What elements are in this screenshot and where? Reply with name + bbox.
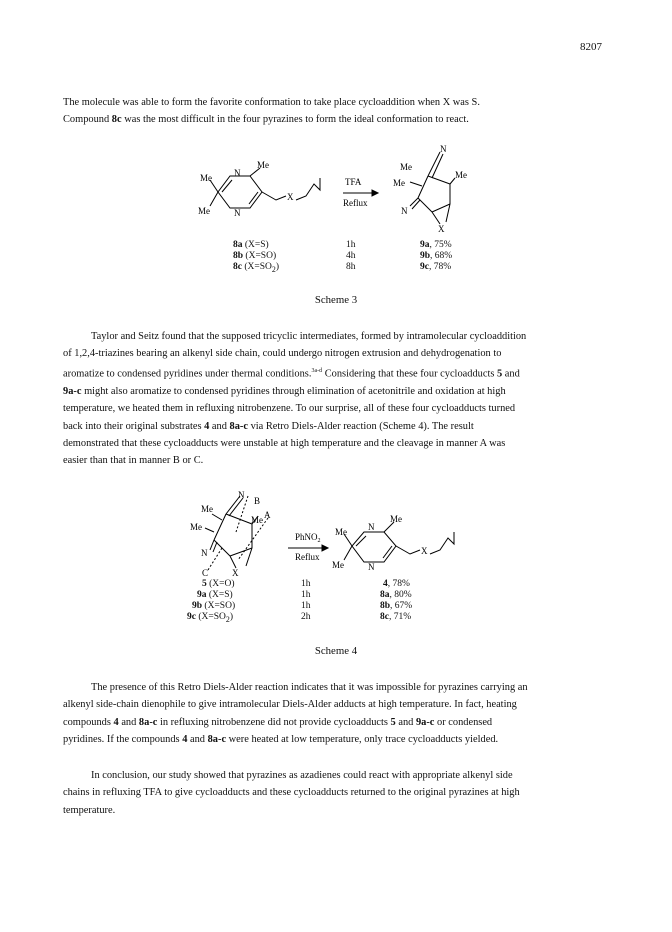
text: Compound [63,114,112,126]
table-row [202,579,235,589]
table-cell: 1h [301,579,311,589]
text: , 71% [388,612,412,622]
paragraph-3 [63,679,612,749]
table-cell [383,579,410,589]
condition-label: Reflux [295,552,320,562]
reagent-label: TFA [345,177,362,187]
text: might also aromatize to condensed pyridines through elimination of acetonitrile and oxidation at high [81,385,506,397]
atom-label: Me [200,173,212,183]
text: and [502,368,520,380]
compound-ref: 8c [233,262,242,272]
atom-label: N [234,168,241,178]
cleavage-line-c [208,548,222,570]
atom-label: Me [390,514,402,524]
para4-line-2: chains in refluxing TFA to give cycloadducts and these cycloadducts returned to the original pyrazines at high [63,787,520,799]
paragraph-1 [63,94,612,129]
table-cell: 8h [346,262,356,272]
cage-bond [418,176,428,198]
atom-label: N [440,144,447,154]
methyl-bond [344,546,352,560]
atom-label: Me [201,504,213,514]
compound-ref: 9c [420,262,429,272]
cage-bond [446,204,450,222]
compound-ref: 8c [380,612,389,622]
methyl-bond [210,192,218,206]
atom-label: Me [198,206,210,216]
alkenyl-chain [430,532,454,554]
atom-label: X [287,192,294,202]
table-cell: 4h [346,251,356,261]
paragraph-2 [63,328,612,470]
arrowhead [322,545,328,551]
table-row [233,251,276,261]
cleavage-line-b [236,496,248,532]
para2-line-5: temperature, we heated them in refluxing nitrobenzene. To our surprise, all of these four cycloadducts turned [63,403,516,415]
text: PhNO [295,532,318,542]
paragraph-4 [63,767,612,819]
text: , 78% [387,579,410,589]
atom-label: N [368,562,375,572]
text: and [187,734,208,746]
compound-ref: 8b [233,251,244,261]
subscript: 2 [225,614,230,624]
text: was the most difficult in the four pyrazines to form the ideal conformation to react. [121,114,469,126]
atom-label: Me [400,162,412,172]
cage-bond [246,548,252,566]
compound-ref: 9a-c [63,385,82,397]
condition-label: Reflux [343,198,368,208]
reagent-label [295,532,321,544]
side-chain [262,192,286,200]
table-cell [380,612,411,622]
para2-line-6 [63,418,612,435]
pyrazine-ring [352,532,396,562]
cage-bond [432,204,450,212]
table-cell: 1h [346,240,356,250]
scheme3-caption: Scheme 3 [314,294,358,306]
citation: 3a-d [311,367,323,374]
compound-ref: 5 [496,368,503,380]
atom-label: N [201,548,208,558]
atom-label: A [264,510,271,520]
text: ) [229,612,233,622]
text: and [395,716,416,728]
text: (X=O) [206,579,235,589]
table-row [192,601,235,611]
compound-ref: 9c [187,612,196,622]
subscript: 2 [317,538,321,544]
text: in refluxing nitrobenzene did not provide cycloadducts [157,716,391,728]
compound-ref: 5 [202,579,207,589]
scheme4-caption: Scheme 4 [314,645,358,657]
table-cell [380,590,412,600]
arrowhead [372,190,378,196]
para3-line-4 [63,731,612,748]
methyl-bond [410,182,422,186]
text: Considering that these four cycloadducts [322,368,497,380]
atom-label: X [421,546,428,556]
compound-ref: 8a-c [229,420,248,432]
text: , 78% [428,262,452,272]
cn-bond [412,200,420,209]
cage-bond [214,514,226,540]
text: (X=S) [242,240,269,250]
table-cell: 1h [301,601,311,611]
cage-bond [230,548,252,556]
compound-ref: 9b [192,601,203,611]
text: back into their original substrates [63,420,205,432]
text: ) [275,262,279,272]
text: and [209,420,230,432]
scheme4-graphic [0,490,672,600]
cage-bond [214,540,230,556]
para3-line-1: The presence of this Retro Diels-Alder reaction indicates that it was impossible for pyrazines carrying an [91,682,528,693]
text: via Retro Diels-Alder reaction (Scheme 4). The result [247,420,474,432]
cn-bond [210,540,214,550]
para3-line-2: alkenyl side-chain dienophile to give intramolecular Diels-Alder adducts at high temperature. In fact, heating [63,699,517,711]
atom-label: X [232,568,239,578]
para3-line-3 [63,714,612,731]
compound-ref: 8a [380,590,390,600]
pyrazine-ring [218,176,262,208]
atom-label: Me [332,560,344,570]
cage-bond [226,514,252,524]
atom-label: Me [251,515,263,525]
para2-line-2: of 1,2,4-triazines bearing an alkenyl side chain, could undergo nitrogen extrusion and dehydrogenation to [63,348,502,360]
cn-bond [213,542,217,552]
atom-label: C [202,568,209,578]
para4-line-3: temperature. [63,804,116,816]
double-bond [249,192,258,204]
text: (X=SO) [202,601,236,611]
atom-label: Me [190,522,202,532]
table-row [233,262,279,274]
text: , 80% [389,590,412,600]
cage-bond [432,212,440,224]
text: (X=SO) [243,251,277,261]
table-row [197,590,233,600]
compound-ref: 9b [420,251,431,261]
text: compounds [63,716,114,728]
para2-line-8: easier than that in manner B or C. [63,455,204,467]
text: were heated at low temperature, only trace cycloadducts yielded. [226,734,499,746]
text: aromatize to condensed pyridines under thermal conditions. [63,368,312,380]
para1-line-1: The molecule was able to form the favorite conformation to take place cycloaddition when X was S. [63,97,480,108]
atom-label: Me [335,527,347,537]
text: , 75% [429,240,452,250]
atom-label: Me [455,170,467,180]
atom-label: N [368,522,375,532]
compound-ref: 9a-c [415,716,435,728]
text: or condensed [434,716,493,728]
table-row [187,612,233,624]
text: pyridines. If the compounds [63,734,183,746]
compound-ref: 8c [111,114,122,126]
cage-bond [418,198,432,212]
atom-label: X [438,224,445,234]
subscript: 2 [271,264,276,274]
atom-label: N [401,206,408,216]
compound-ref: 8b [380,601,391,611]
compound-ref: 4 [204,420,210,432]
table-cell [380,601,412,611]
atom-label: N [238,490,245,500]
atom-label: N [234,208,241,218]
text: , 67% [390,601,413,611]
compound-ref: 8a-c [138,716,158,728]
double-bond [356,536,366,546]
para2-line-7: demonstrated that these cycloadducts were unstable at high temperature and the cleavage in manner A was [63,437,506,449]
cage-bond [230,556,236,568]
compound-ref: 9a [197,590,207,600]
compound-ref: 5 [390,716,396,728]
para2-line-1: Taylor and Seitz found that the supposed tricyclic intermediates, formed by intramolecular cycloaddition [91,331,527,342]
text: (X=S) [206,590,233,600]
compound-ref: 9a [420,240,430,250]
double-bond [383,546,392,558]
compound-ref: 4 [182,734,188,746]
table-cell [420,262,451,272]
table-cell [420,251,452,261]
compound-ref: 8a [233,240,243,250]
compound-ref: 4 [113,716,119,728]
cn-bond [410,198,418,206]
table-row [233,240,269,250]
table-cell: 2h [301,612,311,622]
methyl-bond [205,528,214,532]
para4-line-1: In conclusion, our study showed that pyrazines as azadienes could react with appropriate alkenyl side [91,770,513,781]
compound-ref: 4 [383,579,388,589]
double-bond [222,180,232,192]
atom-label: B [254,496,261,506]
methyl-bond [212,514,222,520]
para1-line-2 [63,111,612,128]
table-cell [420,240,452,250]
side-chain [396,546,420,554]
table-cell: 1h [301,590,311,600]
atom-label: Me [257,160,269,170]
para2-line-4 [63,383,612,400]
para2-line-3 [63,363,612,383]
compound-ref: 8a-c [207,734,227,746]
alkenyl-chain [296,178,320,200]
text: (X=SO [195,612,226,622]
text: (X=SO [241,262,272,272]
text: and [118,716,139,728]
cage-bond [428,176,450,184]
atom-label: Me [393,178,405,188]
text: , 68% [430,251,453,261]
page-number: 8207 [580,41,602,53]
